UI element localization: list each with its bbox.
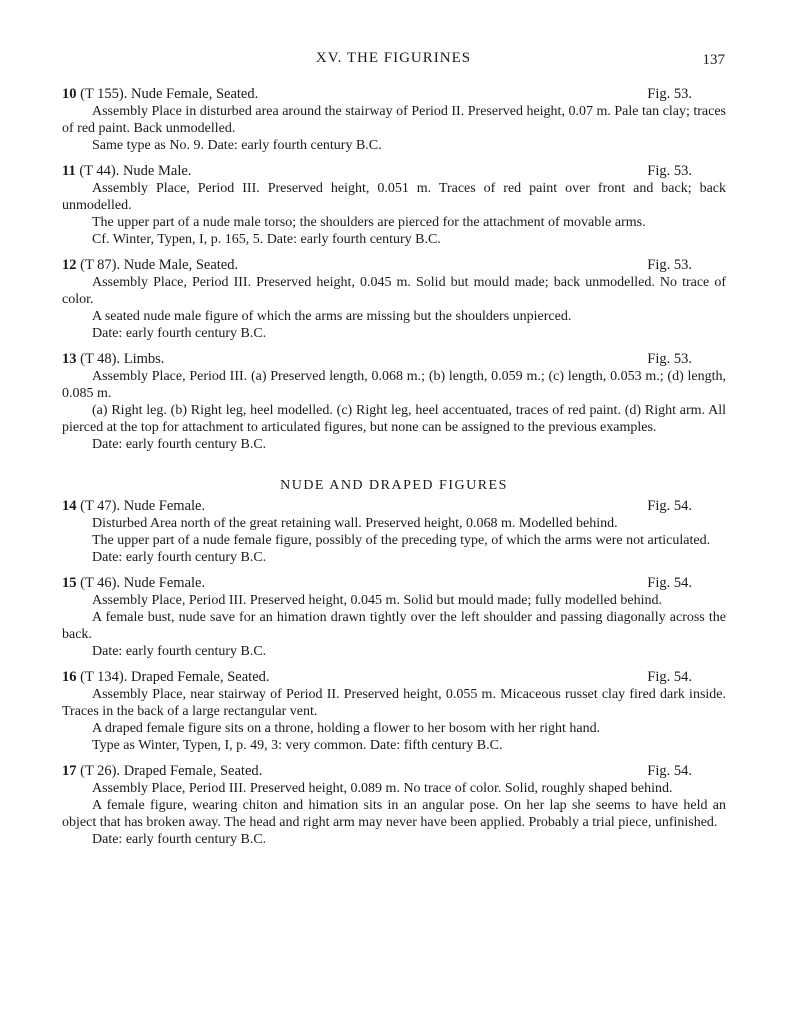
entry-paragraph: Assembly Place in disturbed area around the stairway of Period II. Preserved height, 0.07 m. Pale tan clay; traces of red paint. Back unmodelled.: [62, 104, 726, 136]
figure-reference: Fig. 54.: [647, 575, 692, 591]
catalogue-entry: [62, 498, 726, 566]
page-number: 137: [702, 52, 725, 68]
entry-title: (T 47). Nude Female.: [76, 498, 206, 514]
catalogue-entry: [62, 163, 726, 248]
entry-title: (T 26). Draped Female, Seated.: [76, 763, 263, 779]
catalogue-entry: [62, 763, 726, 848]
catalogue-body: [62, 86, 726, 857]
entry-paragraph: The upper part of a nude male torso; the shoulders are pierced for the attachment of movable arms.: [92, 215, 646, 230]
entry-heading: [62, 763, 726, 780]
entry-paragraph: The upper part of a nude female figure, possibly of the preceding type, of which the arms were not articulated.: [92, 533, 711, 548]
entry-paragraph: Date: early fourth century B.C.: [92, 326, 267, 341]
figure-reference: Fig. 54.: [647, 669, 692, 685]
entry-number: 17: [62, 763, 77, 779]
entry-paragraph: A seated nude male figure of which the arms are missing but the shoulders unpierced.: [92, 309, 572, 324]
entry-paragraph: Disturbed Area north of the great retaining wall. Preserved height, 0.068 m. Modelled behind.: [92, 516, 618, 531]
entry-paragraph: Assembly Place, Period III. Preserved height, 0.051 m. Traces of red paint over front and back; back unmodelled.: [62, 181, 726, 213]
entry-number: 10: [62, 86, 77, 102]
figure-reference: Fig. 53.: [647, 257, 692, 273]
entry-paragraph: A draped female figure sits on a throne, holding a flower to her bosom with her right hand.: [92, 721, 601, 736]
section-title: NUDE AND DRAPED FIGURES: [280, 478, 508, 493]
figure-reference: Fig. 53.: [647, 351, 692, 367]
entry-paragraph: Assembly Place, Period III. (a) Preserved length, 0.068 m.; (b) length, 0.059 m.; (c) length, 0.053 m.; (d) length, 0.085 m.: [62, 369, 726, 401]
entry-paragraph: Type as Winter, Typen, I, p. 49, 3: very common. Date: fifth century B.C.: [92, 738, 503, 753]
entry-number: 13: [62, 351, 77, 367]
entry-title: (T 46). Nude Female.: [76, 575, 206, 591]
entry-paragraph: A female figure, wearing chiton and himation sits in an angular pose. On her lap she seems to have held an object that has broken away. The head and right arm may never have been applied. Probably a trial piece, unfinished.: [62, 798, 726, 830]
entry-number: 14: [62, 498, 77, 514]
figure-reference: Fig. 53.: [647, 86, 692, 102]
entry-number: 12: [62, 257, 77, 273]
entry-paragraph: (a) Right leg. (b) Right leg, heel modelled. (c) Right leg, heel accentuated, traces of red paint. (d) Right arm. All pierced at the top for attachment to articulated figures, but none can be assigned to the previous examples.: [62, 403, 726, 435]
entry-number: 15: [62, 575, 77, 591]
figure-reference: Fig. 54.: [647, 498, 692, 514]
entry-paragraph: Cf. Winter, Typen, I, p. 165, 5. Date: early fourth century B.C.: [92, 232, 441, 247]
entry-heading: [62, 351, 726, 368]
entry-heading: [62, 669, 726, 686]
entry-paragraph: Assembly Place, near stairway of Period II. Preserved height, 0.055 m. Micaceous russet clay fired dark inside. Traces in the back of a large rectangular vent.: [62, 687, 726, 719]
entry-paragraph: A female bust, nude save for an himation drawn tightly over the left shoulder and passing diagonally across the back.: [62, 610, 726, 642]
entry-paragraph: Date: early fourth century B.C.: [92, 550, 267, 565]
entry-paragraph: Same type as No. 9. Date: early fourth century B.C.: [92, 138, 382, 153]
entry-paragraph: Date: early fourth century B.C.: [92, 437, 267, 452]
entry-title: (T 48). Limbs.: [76, 351, 165, 367]
catalogue-entry: [62, 257, 726, 342]
entry-heading: [62, 257, 726, 274]
catalogue-entry: [62, 351, 726, 453]
catalogue-entry: [62, 575, 726, 660]
entry-title: (T 155). Nude Female, Seated.: [76, 86, 259, 102]
entry-paragraph: Date: early fourth century B.C.: [92, 644, 267, 659]
catalogue-entry: [62, 669, 726, 754]
entry-paragraph: Assembly Place, Period III. Preserved height, 0.089 m. No trace of color. Solid, roughly shaped behind.: [92, 781, 673, 796]
entry-heading: [62, 163, 726, 180]
entry-paragraph: Date: early fourth century B.C.: [92, 832, 267, 847]
entry-number: 16: [62, 669, 77, 685]
entry-title: (T 44). Nude Male.: [75, 163, 192, 179]
running-head: XV. THE FIGURINES: [315, 50, 472, 66]
entry-number: 11: [62, 163, 76, 179]
entry-heading: [62, 86, 726, 103]
entry-title: (T 87). Nude Male, Seated.: [76, 257, 239, 273]
entry-title: (T 134). Draped Female, Seated.: [76, 669, 270, 685]
entry-heading: [62, 575, 726, 592]
entry-paragraph: Assembly Place, Period III. Preserved height, 0.045 m. Solid but mould made; fully modelled behind.: [92, 593, 663, 608]
entry-paragraph: Assembly Place, Period III. Preserved height, 0.045 m. Solid but mould made; back unmodelled. No trace of color.: [62, 275, 726, 307]
entry-heading: [62, 498, 726, 515]
catalogue-entry: [62, 86, 726, 154]
figure-reference: Fig. 53.: [647, 163, 692, 179]
figure-reference: Fig. 54.: [647, 763, 692, 779]
